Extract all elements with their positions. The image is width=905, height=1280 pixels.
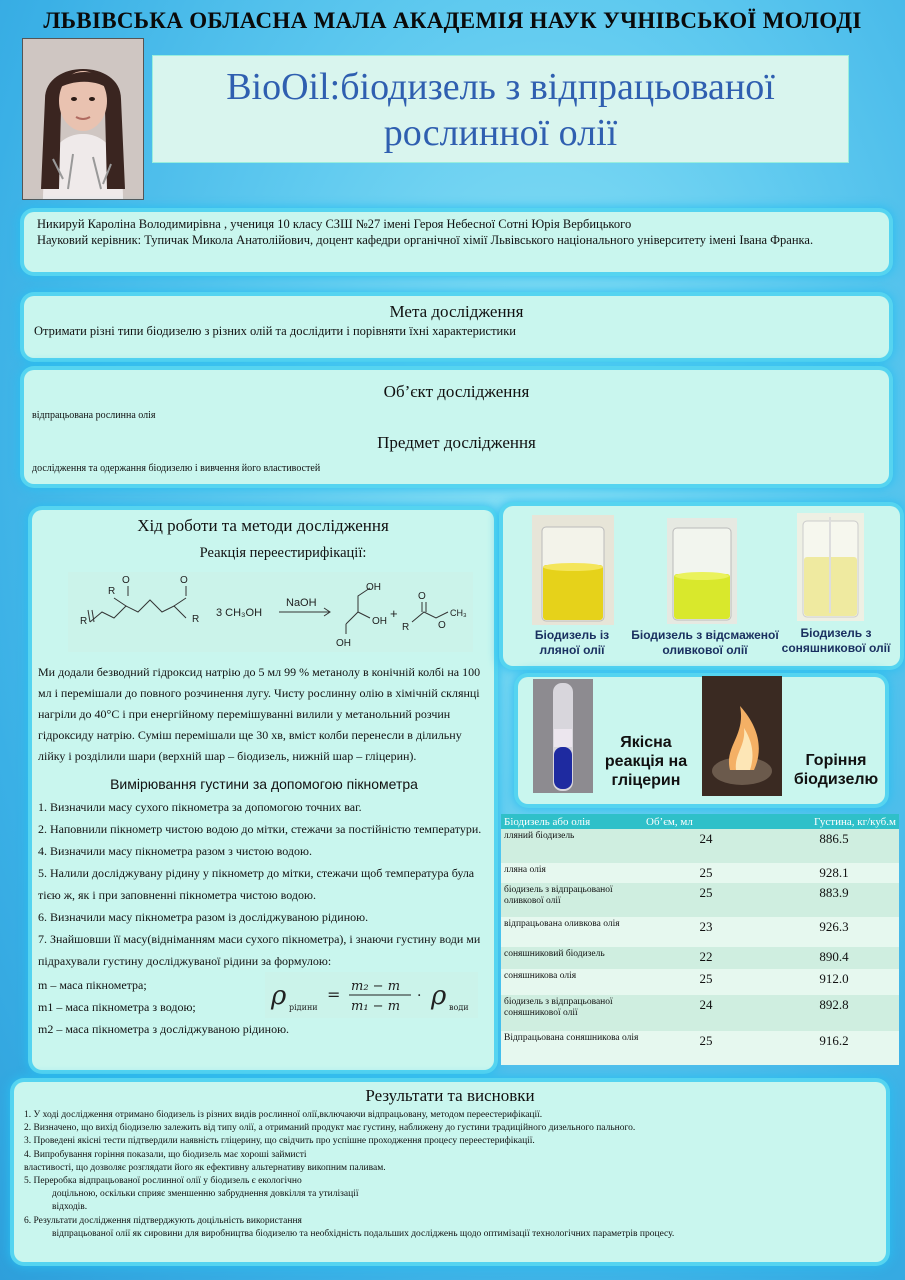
cell-name: соняшникова олія — [501, 969, 643, 995]
density-table — [501, 814, 899, 1065]
reaction-oh-2: OH — [372, 616, 387, 627]
table-header-volume: Об’єм, мл — [643, 814, 769, 829]
results-panel — [14, 1082, 886, 1262]
reaction-oh-1: OH — [366, 582, 381, 593]
beaker-linseed-photo — [532, 515, 614, 625]
academy-title: ЛЬВІВСЬКА ОБЛАСНА МАЛА АКАДЕМІЯ НАУК УЧНІВСЬКОЇ МОЛОДІ — [43, 8, 862, 33]
table-header-row — [501, 814, 899, 829]
reaction-methanol: 3 CH₃OH — [216, 607, 263, 619]
reaction-catalyst: NaOH — [286, 597, 317, 609]
table-row — [501, 917, 899, 947]
burning-photo — [702, 676, 782, 796]
cell-volume: 25 — [643, 883, 769, 917]
density-steps — [38, 796, 490, 972]
results-list — [14, 1106, 886, 1241]
table-row — [501, 863, 899, 883]
reaction-title: Реакція переестирифікації: — [199, 545, 367, 561]
reaction-r-3: R — [192, 614, 200, 625]
title-box — [152, 55, 849, 163]
title-line-2: рослинної олії — [383, 112, 618, 154]
reaction-r-1: R — [108, 586, 116, 597]
reaction-o-2: O — [180, 575, 188, 586]
density-heading: Вимірювання густини за допомогою пікнометра — [110, 776, 418, 792]
formula-sub-water: води — [449, 1003, 469, 1012]
legend-item: m – маса пікнометра; — [38, 978, 147, 992]
formula-dot: · — [417, 988, 422, 1004]
legend-item: m2 – маса пікнометра з досліджуваною рідиною. — [38, 1022, 290, 1036]
goal-text: Отримати різні типи біодизелю з різних олій та дослідити і порівняти їхні характеристики — [34, 324, 516, 338]
cell-name: лляна олія — [501, 863, 643, 883]
reaction-r-2: R — [80, 616, 88, 627]
cell-density: 926.3 — [769, 917, 899, 947]
table-row — [501, 995, 899, 1031]
reaction-scheme — [68, 572, 473, 652]
formula-legend — [38, 974, 290, 1040]
results-heading: Результати та висновки — [365, 1086, 535, 1105]
reaction-o-4: O — [438, 620, 446, 631]
table-row — [501, 1031, 899, 1065]
subject-text: дослідження та одержання біодизелю і вивчення його властивостей — [32, 463, 321, 474]
caption-sunflower: Біодизель з соняшникової олії — [781, 626, 891, 655]
cell-volume: 25 — [643, 1031, 769, 1065]
result-item: властивості, що дозволяє розглядати його як ефективну альтернативу викопним паливам. — [24, 1162, 386, 1173]
object-panel — [24, 370, 889, 484]
cell-density: 886.5 — [769, 829, 899, 863]
cell-name: біодизель з відпрацьованої соняшникової олії — [501, 995, 643, 1031]
title-line-1: BioOil:біодизель з відпрацьованої — [226, 66, 775, 108]
formula-eq: = — [327, 985, 341, 1004]
supervisor-line: Науковий керівник: Тупичак Микола Анатолійович, доцент кафедри органічної хімії Львівського національного університету імені Івана Франка. — [37, 233, 814, 247]
caption-glycerin: Якісна реакція на гліцерин — [604, 734, 688, 789]
step-item: 2. Наповнили пікнометр чистою водою до мітки, стежачи за постійністю температури. — [38, 822, 482, 836]
object-heading: Об’єкт дослідження — [383, 382, 530, 401]
caption-olive: Біодизель з відсмаженої оливкової олії — [631, 628, 779, 657]
formula-numerator: m₂ − m — [351, 979, 401, 994]
reaction-r-4: R — [402, 622, 410, 633]
legend-item: m1 – маса пікнометра з водою; — [38, 1000, 196, 1014]
cell-name: біодизель з відпрацьованої оливкової олії — [501, 883, 643, 917]
cell-volume: 23 — [643, 917, 769, 947]
cell-volume: 25 — [643, 969, 769, 995]
formula-denominator: m₁ − m — [351, 999, 401, 1014]
step-item: 1. Визначили масу сухого пікнометра за допомогою точних ваг. — [38, 800, 362, 814]
cell-volume: 22 — [643, 947, 769, 969]
result-item: 2. Визначено, що вихід біодизелю залежить від типу олії, а отриманий продукт має густину, наближену до густини традиційного дизельного пального. — [24, 1123, 636, 1134]
result-item: 5. Переробка відпрацьованої рослинної олії у біодизель є екологічно — [24, 1176, 302, 1187]
reaction-ch3: CH₃ — [450, 608, 467, 618]
beaker-sunflower-photo — [797, 513, 864, 621]
density-formula — [265, 972, 478, 1018]
cell-density: 890.4 — [769, 947, 899, 969]
formula-sub-liquid: рідини — [289, 1003, 318, 1012]
cell-density: 883.9 — [769, 883, 899, 917]
result-item: 3. Проведені якісні тести підтвердили наявність гліцерину, що свідчить про успішне проходження процесу переестерифікації. — [24, 1136, 535, 1147]
step-item: 7. Знайшовши її масу(відніманням маси сухого пікнометра), і знаючи густину води ми підрахували густину досліджуваної рідини за формулою: — [38, 932, 481, 968]
goal-panel — [24, 296, 889, 358]
object-text: відпрацьована рослинна олія — [32, 410, 156, 421]
subject-heading: Предмет дослідження — [377, 433, 536, 452]
table-header-name: Біодизель або олія — [501, 814, 643, 829]
goal-heading: Мета дослідження — [389, 302, 524, 321]
result-item: доцільною, оскільки сприяє зменшенню забруднення довкілля та утилізації — [52, 1189, 359, 1200]
formula-rho-water: ρ — [431, 981, 447, 1011]
method-paragraph: Ми додали безводний гідроксид натрію до 5 мл 99 % метанолу в конічній колбі на 100 мл і перемішали до повного розчинення лугу. Чисту рослинну олію в хімічній склянці нагріли до 40°С і при енергійному перемішуванні вилили у метанольний розчин гідроксиду натрію. Суміш перемішали ще 30 хв, вміст колби перенесли в ділильну лійку і розділили шари (верхній шар – біодизель, нижній шар – гліцерин). — [38, 665, 481, 763]
reaction-o-3: O — [418, 591, 426, 602]
caption-linseed: Біодизель із лляної олії — [534, 628, 610, 657]
reaction-plus: + — [390, 606, 398, 621]
step-item: 4. Визначили масу пікнометра разом з чистою водою. — [38, 844, 312, 858]
table-row — [501, 883, 899, 917]
step-item: 5. Налили досліджувану рідину у пікнометр до мітки, стежачи щоб температура була тією ж, як і при заповненні пікнометра чистою водою. — [38, 866, 475, 902]
result-item: 1. У ході дослідження отримано біодизель із різних видів рослинної олії,включаючи відпрацьовану, методом переестерифікації. — [24, 1110, 543, 1120]
table-row — [501, 829, 899, 863]
methods-heading: Хід роботи та методи дослідження — [137, 516, 389, 535]
result-item: відходів. — [52, 1202, 88, 1213]
cell-name: Відпрацьована соняшникова олія — [501, 1031, 643, 1065]
result-item: 6. Результати дослідження підтверджують доцільність використання — [24, 1215, 302, 1226]
cell-name: лляний біодизель — [501, 829, 643, 863]
cell-name: соняшниковий біодизель — [501, 947, 643, 969]
cell-name: відпрацьована оливкова олія — [501, 917, 643, 947]
reaction-oh-3: OH — [336, 638, 351, 649]
cell-density: 912.0 — [769, 969, 899, 995]
result-item: 4. Випробування горіння показали, що біодизель має хороші займисті — [24, 1149, 307, 1160]
caption-burning: Горіння біодизелю — [793, 752, 879, 788]
table-row — [501, 969, 899, 995]
cell-volume: 24 — [643, 995, 769, 1031]
density-table-wrap — [501, 814, 899, 1065]
table-row — [501, 947, 899, 969]
cell-density: 892.8 — [769, 995, 899, 1031]
beaker-olive-photo — [667, 518, 737, 624]
cell-density: 916.2 — [769, 1031, 899, 1065]
author-line: Никируй Кароліна Володимирівна , учениця 10 класу СЗШ №27 імені Героя Небесної Сотні Юрія Вербицького — [37, 217, 632, 231]
step-item: 6. Визначили масу пікнометра разом із досліджуваною рідиною. — [38, 910, 369, 924]
author-photo — [22, 38, 144, 200]
cell-volume: 25 — [643, 863, 769, 883]
reaction-o-1: O — [122, 575, 130, 586]
result-item: відпрацьованої олії як сировини для виробництва біодизелю та необхідність подальших досліджень щодо оптимізації технологічних параметрів процесу. — [52, 1228, 675, 1239]
cell-volume: 24 — [643, 829, 769, 863]
glycerin-test-photo — [533, 679, 593, 793]
formula-rho: ρ — [271, 981, 287, 1011]
table-header-density: Густина, кг/куб.м — [769, 814, 899, 829]
cell-density: 928.1 — [769, 863, 899, 883]
authors-panel — [24, 212, 889, 272]
